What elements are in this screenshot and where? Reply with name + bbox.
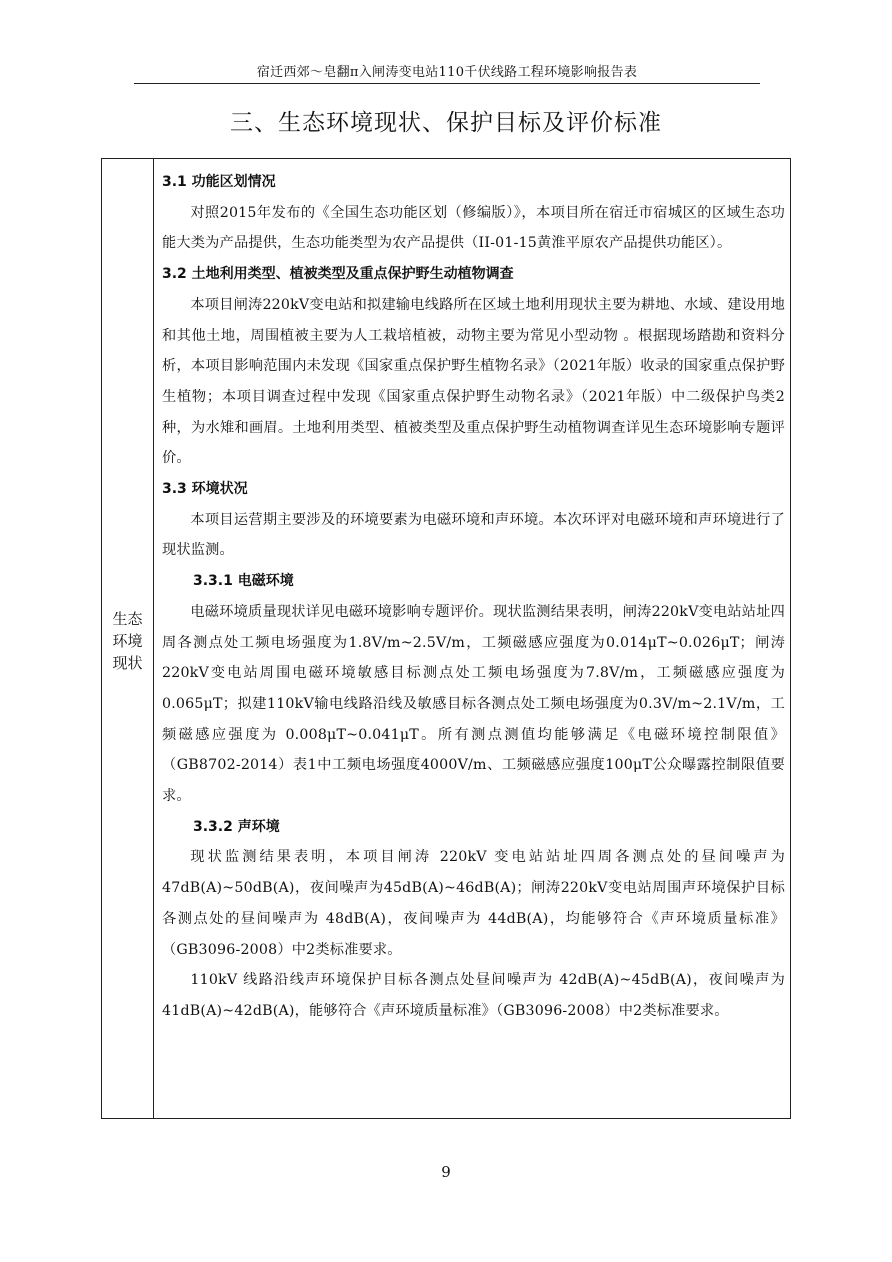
paragraph-electromagnetic: 电磁环境质量现状详见电磁环境影响专题评价。现状监测结果表明，闸涛220kV变电站站址四周各测点处工频电场强度为1.8V/m~2.5V/m，工频磁感应强度为0.014μT~0.026μT；闸涛220kV变电站周围电磁环境敏感目标测点处工频电场强度为7.8V/m，工频磁感应强度为0.065μT；拟建110kV输电线路沿线及敏感目标各测点处工频电场强度为0.3V/m~2.1V/m，工频磁感应强度为 0.008μT~0.041μT。所有测点测值均能够满足《电磁环境控制限值》（GB8702-2014）表1中工频电场强度4000V/m、工频磁感应强度100μT公众曝露控制限值要求。 <box>162 603 785 805</box>
running-header: 宿迁西郊～皂翻π入闸涛变电站110千伏线路工程环境影响报告表 <box>256 65 638 80</box>
content-cell <box>162 167 785 1027</box>
heading-3-1: 3.1 功能区划情况 <box>162 174 276 190</box>
paragraph-environment-status: 本项目运营期主要涉及的环境要素为电磁环境和声环境。本次环评对电磁环境和声环境进行了现状监测。 <box>162 511 785 559</box>
paragraph-land-use: 本项目闸涛220kV变电站和拟建输电线路所在区域土地利用现状主要为耕地、水域、建设用地和其他土地，周围植被主要为人工栽培植被，动物主要为常见小型动物 。根据现场踏勘和资料分析，本项目影响范围内未发现《国家重点保护野生植物名录》（2021年版）收录的国家重点保护野生植物；本项目调查过程中发现《国家重点保护野生动物名录》（2021年版）中二级保护鸟类2种，为水雉和画眉。土地利用类型、植被类型及重点保护野生动植物调查详见生态环境影响专题评价。 <box>162 296 785 467</box>
header-rule <box>134 83 760 84</box>
content-table <box>101 158 791 1119</box>
section-title: 三、生态环境现状、保护目标及评价标准 <box>230 110 662 136</box>
heading-3-2: 3.2 土地利用类型、植被类型及重点保护野生动植物调查 <box>162 266 514 283</box>
heading-3-3-2: 3.3.2 声环境 <box>193 818 280 835</box>
paragraph-acoustic-line: 110kV 线路沿线声环境保护目标各测点处昼间噪声为 42dB(A)~45dB(A)，夜间噪声为41dB(A)~42dB(A)，能够符合《声环境质量标准》（GB3096-2008）中2类标准要求。 <box>162 972 785 1019</box>
row-label-line-2: 环境 <box>112 632 143 650</box>
paragraph-function-zoning: 对照2015年发布的《全国生态功能区划（修编版）》，本项目所在宿迁市宿城区的区域生态功能大类为产品提供，生态功能类型为农产品提供（II-01-15黄淮平原农产品提供功能区）。 <box>162 204 785 252</box>
row-label-line-3: 现状 <box>112 654 143 672</box>
row-label-line-1: 生态 <box>112 610 143 628</box>
heading-3-3-1: 3.3.1 电磁环境 <box>193 573 294 590</box>
column-divider <box>153 159 154 1118</box>
row-label <box>102 608 153 674</box>
paragraph-acoustic-substation: 现状监测结果表明，本项目闸涛 220kV 变电站站址四周各测点处的昼间噪声为47dB(A)~50dB(A)，夜间噪声为45dB(A)~46dB(A)；闸涛220kV变电站周围声环境保护目标各测点处的昼间噪声为 48dB(A)，夜间噪声为 44dB(A)，均能够符合《声环境质量标准》（GB3096-2008）中2类标准要求。 <box>162 849 785 958</box>
heading-3-3: 3.3 环境状况 <box>162 481 248 498</box>
page-number: 9 <box>441 1163 451 1181</box>
